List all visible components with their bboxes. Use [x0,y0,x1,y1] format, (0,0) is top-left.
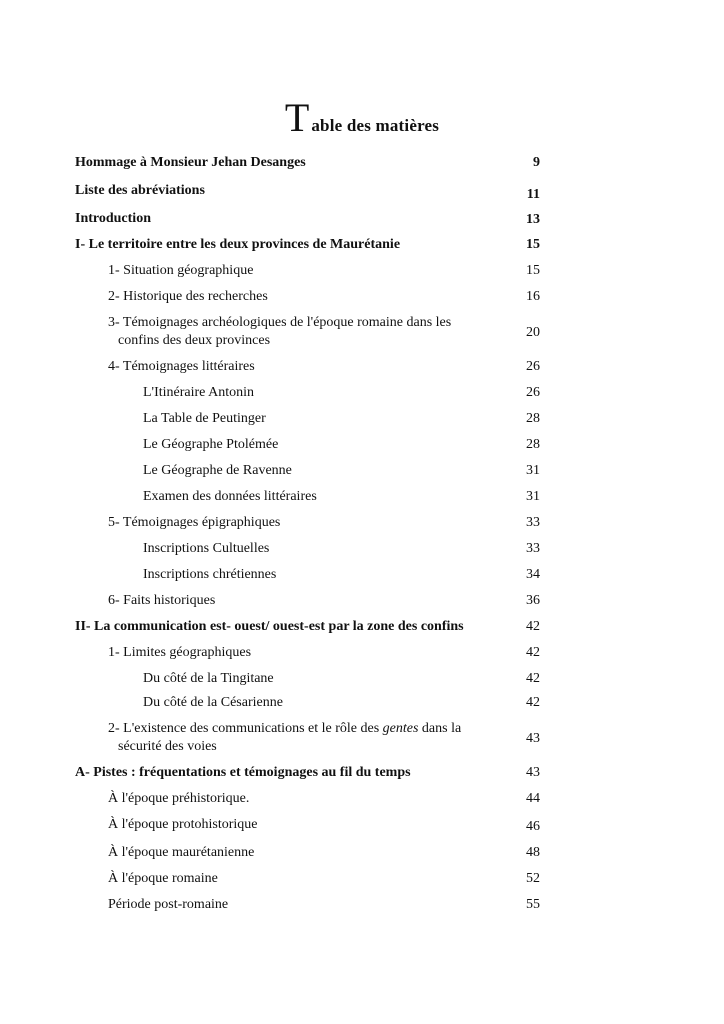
toc-entry-label: Du côté de la Césarienne [143,695,283,710]
toc-entry-page: 31 [526,489,540,504]
toc-entry-page: 11 [526,187,540,202]
toc-entry-page: 42 [526,645,540,660]
toc-entry-label: A- Pistes : fréquentations et témoignages au fil du temps [75,765,411,780]
toc-entry-page: 28 [526,437,540,452]
toc-entry-label: 6- Faits historiques [108,593,216,608]
toc-entry-label: 5- Témoignages épigraphiques [108,515,281,530]
toc-entry-page: 33 [526,541,540,556]
toc-entry-page: 13 [526,212,540,227]
toc-entry-label: 1- Situation géographique [108,263,254,278]
toc-entry-label-line1-a: 2- L'existence des communications et le rôle des [108,721,383,736]
toc-entry-page: 26 [526,359,540,374]
toc-entry-page: 9 [533,155,540,170]
toc-entry-label: Le Géographe de Ravenne [143,463,292,478]
toc-entry-page: 43 [526,731,540,746]
toc-entry-label: À l'époque protohistorique [108,817,258,832]
toc-entry-label: La Table de Peutinger [143,411,266,426]
toc-entry-page: 42 [526,671,540,686]
title-rest: able des matières [311,116,440,135]
toc-entry-page: 31 [526,463,540,478]
toc-entry-page: 16 [526,289,540,304]
toc-entry-label: À l'époque romaine [108,871,218,886]
toc-entry-label-line1: 3- Témoignages archéologiques de l'époque romaine dans les [108,315,452,330]
toc-entry-label: II- La communication est- ouest/ ouest-est par la zone des confins [75,619,464,634]
toc-entry-label: I- Le territoire entre les deux provinces de Maurétanie [75,237,401,252]
toc-entry-label: 1- Limites géographiques [108,645,252,660]
toc-entry-label: Examen des données littéraires [143,489,317,504]
toc-entry-page: 15 [526,263,540,278]
toc-entry-label: Inscriptions chrétiennes [143,567,277,582]
toc-entry-label: Introduction [75,211,151,226]
toc-entry-page: 28 [526,411,540,426]
toc-entry-label-line2: sécurité des voies [118,739,217,754]
toc-entry-label: Hommage à Monsieur Jehan Desanges [75,155,306,170]
toc-entry-page: 34 [526,567,540,582]
toc-entry-page: 48 [526,845,540,860]
toc-entry-label: À l'époque préhistorique. [108,791,250,806]
toc-entry-page: 36 [526,593,540,608]
toc-entry-label: L'Itinéraire Antonin [143,385,254,400]
toc-entry-page: 44 [526,791,540,806]
toc-entry-label-line1 [108,720,510,738]
toc-entry-page: 15 [526,237,540,252]
toc-entry-label-italic: gentes [382,721,419,736]
toc-entry-page: 55 [526,897,540,912]
toc-entry-page: 43 [526,765,540,780]
toc-entry-page: 33 [526,515,540,530]
toc-entry-label: Le Géographe Ptolémée [143,437,279,452]
title-initial: T [284,95,310,140]
toc-entry-page: 42 [526,619,540,634]
toc-entry-label: Période post-romaine [108,897,229,912]
toc-entry-label: 4- Témoignages littéraires [108,359,255,374]
page-title [0,95,724,140]
toc-entry-label: À l'époque maurétanienne [108,845,255,860]
toc-entry-page: 20 [526,325,540,340]
toc-entry-label-line1-b: dans la [418,721,462,736]
toc-entry [0,720,724,760]
toc-entry-label: 2- Historique des recherches [108,289,268,304]
toc-entry-label-line2: confins des deux provinces [118,333,271,348]
toc-entry-page: 46 [526,819,540,834]
toc-entry [0,314,724,354]
toc-entry-page: 26 [526,385,540,400]
toc-entry-label: Inscriptions Cultuelles [143,541,270,556]
toc-entry-page: 42 [526,695,540,710]
toc-entry-page: 52 [526,871,540,886]
toc-entry-label: Liste des abréviations [75,183,205,198]
toc-entry-label: Du côté de la Tingitane [143,671,274,686]
